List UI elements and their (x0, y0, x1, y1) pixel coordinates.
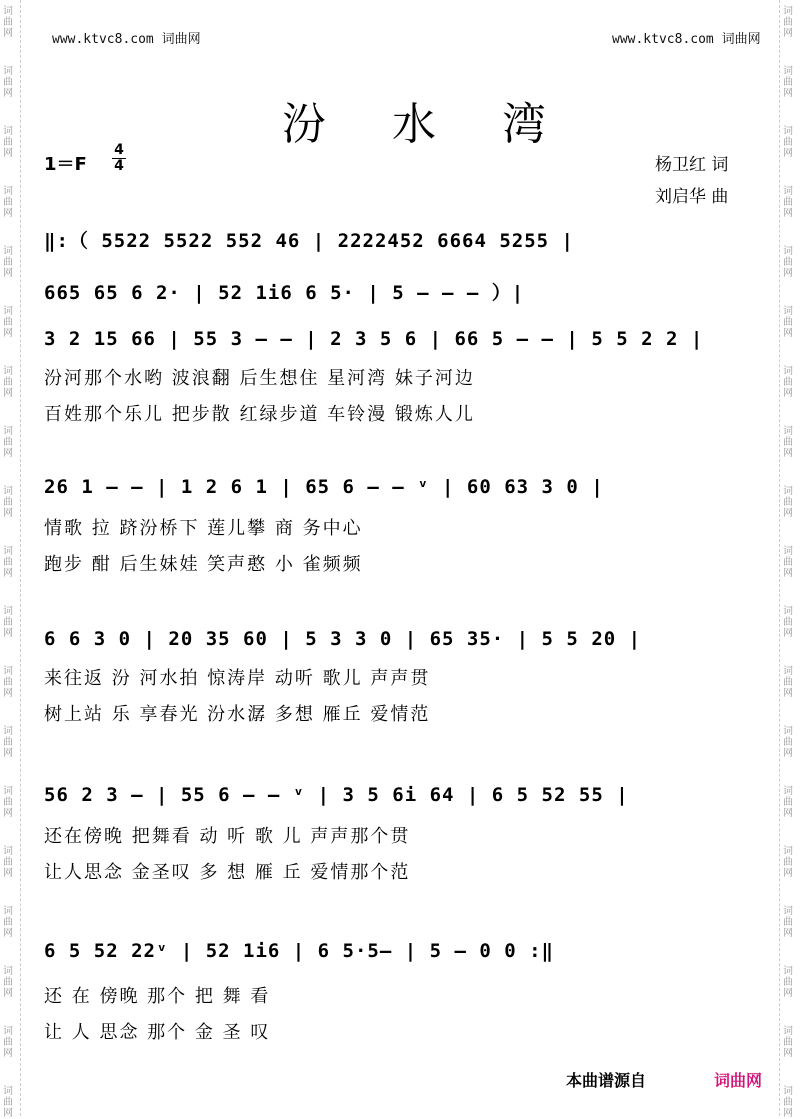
watermark-tag: 词 曲 网 (3, 1026, 13, 1059)
watermark-tag: 词 曲 网 (783, 606, 793, 639)
time-sig-top: 4 (114, 142, 124, 158)
watermark-tag: 词 曲 网 (783, 246, 793, 279)
watermark-tag: 词 曲 网 (3, 906, 13, 939)
composer-credit: 刘启华 曲 (655, 187, 729, 207)
notes-line-5: 6 6 3 0 | 20 35 60 | 5 3 3 0 | 65 35· | 5 5 20 | (44, 628, 642, 650)
watermark-tag: 词 曲 网 (3, 606, 13, 639)
watermark-tag: 词 曲 网 (3, 186, 13, 219)
watermark-tag: 词 曲 网 (783, 966, 793, 999)
watermark-tag: 词 曲 网 (783, 1086, 793, 1119)
header-site-right[interactable]: www.ktvc8.com 词曲网 (612, 32, 761, 47)
watermark-tag: 词 曲 网 (3, 966, 13, 999)
watermark-tag: 词 曲 网 (3, 846, 13, 879)
watermark-tag: 词 曲 网 (3, 66, 13, 99)
notes-line-6: 56 2 3 – | 55 6 – – ᵛ | 3 5 6i 64 | 6 5 52 55 | (44, 784, 629, 806)
notes-line-3: 3 2 15 66 | 55 3 – – | 2 3 5 6 | 66 5 – – | 5 5 2 2 | (44, 328, 704, 350)
watermark-tag: 词 曲 网 (783, 426, 793, 459)
watermark-tag: 词 曲 网 (783, 306, 793, 339)
watermark-tag: 词 曲 网 (783, 846, 793, 879)
song-title: 汾 水 湾 (282, 99, 572, 150)
watermark-tag: 词 曲 网 (783, 486, 793, 519)
lyric-line-6a: 还在傍晚 把舞看 动 听 歌 儿 声声那个贯 (44, 826, 411, 847)
lyric-line-7b: 让 人 思念 那个 金 圣 叹 (44, 1022, 271, 1043)
lyric-line-3b: 百姓那个乐儿 把步散 红绿步道 车铃漫 锻炼人儿 (44, 404, 475, 425)
source-label: 本曲谱源自 (566, 1071, 647, 1090)
watermark-tag: 词 曲 网 (3, 666, 13, 699)
watermark-tag: 词 曲 网 (3, 786, 13, 819)
watermark-tag: 词 曲 网 (783, 906, 793, 939)
brand-link[interactable]: 词曲网 (714, 1071, 763, 1090)
notes-line-4: 26 1 – – | 1 2 6 1 | 65 6 – – ᵛ | 60 63 3 0 | (44, 476, 604, 498)
watermark-tag: 词 曲 网 (783, 786, 793, 819)
lyric-line-4b: 跑步 酣 后生妹娃 笑声憨 小 雀频频 (44, 554, 363, 575)
watermark-tag: 词 曲 网 (783, 546, 793, 579)
notes-line-1: ‖:（ 5522 5522 552 46 | 2222452 6664 5255 | (44, 230, 574, 252)
watermark-tag: 词 曲 网 (783, 726, 793, 759)
right-watermark-strip (779, 0, 800, 1119)
watermark-tag: 词 曲 网 (3, 1086, 13, 1119)
key-signature: 1＝F (44, 154, 87, 175)
watermark-tag: 词 曲 网 (3, 726, 13, 759)
watermark-tag: 词 曲 网 (3, 546, 13, 579)
watermark-tag: 词 曲 网 (3, 366, 13, 399)
watermark-tag: 词 曲 网 (783, 6, 793, 39)
watermark-tag: 词 曲 网 (3, 246, 13, 279)
time-sig-bottom: 4 (114, 158, 124, 174)
watermark-tag: 词 曲 网 (3, 426, 13, 459)
notes-line-7: 6 5 52 22ᵛ | 52 1i6 | 6 5·5– | 5 – 0 0 :‖ (44, 940, 554, 962)
watermark-tag: 词 曲 网 (3, 126, 13, 159)
watermark-tag: 词 曲 网 (783, 666, 793, 699)
watermark-tag: 词 曲 网 (783, 126, 793, 159)
watermark-tag: 词 曲 网 (3, 6, 13, 39)
lyricist-credit: 杨卫红 词 (655, 155, 729, 175)
watermark-tag: 词 曲 网 (3, 486, 13, 519)
watermark-tag: 词 曲 网 (783, 366, 793, 399)
watermark-tag: 词 曲 网 (783, 1026, 793, 1059)
watermark-tag: 词 曲 网 (783, 66, 793, 99)
lyric-line-5b: 树上站 乐 享春光 汾水潺 多想 雁丘 爱情范 (44, 704, 431, 725)
notes-line-2: 665 65 6 2· | 52 1i6 6 5· | 5 – – – ）| (44, 282, 525, 304)
lyric-line-6b: 让人思念 金圣叹 多 想 雁 丘 爱情那个范 (44, 862, 411, 883)
lyric-line-5a: 来往返 汾 河水拍 惊涛岸 动听 歌儿 声声贯 (44, 668, 431, 689)
lyric-line-3a: 汾河那个水哟 波浪翻 后生想住 星河湾 妹子河边 (44, 368, 475, 389)
lyric-line-4a: 情歌 拉 跻汾桥下 莲儿攀 商 务中心 (44, 518, 363, 539)
lyric-line-7a: 还 在 傍晚 那个 把 舞 看 (44, 986, 271, 1007)
left-watermark-strip (0, 0, 21, 1119)
time-signature (112, 143, 126, 174)
watermark-tag: 词 曲 网 (3, 306, 13, 339)
watermark-tag: 词 曲 网 (783, 186, 793, 219)
header-site-left[interactable]: www.ktvc8.com 词曲网 (52, 32, 201, 47)
